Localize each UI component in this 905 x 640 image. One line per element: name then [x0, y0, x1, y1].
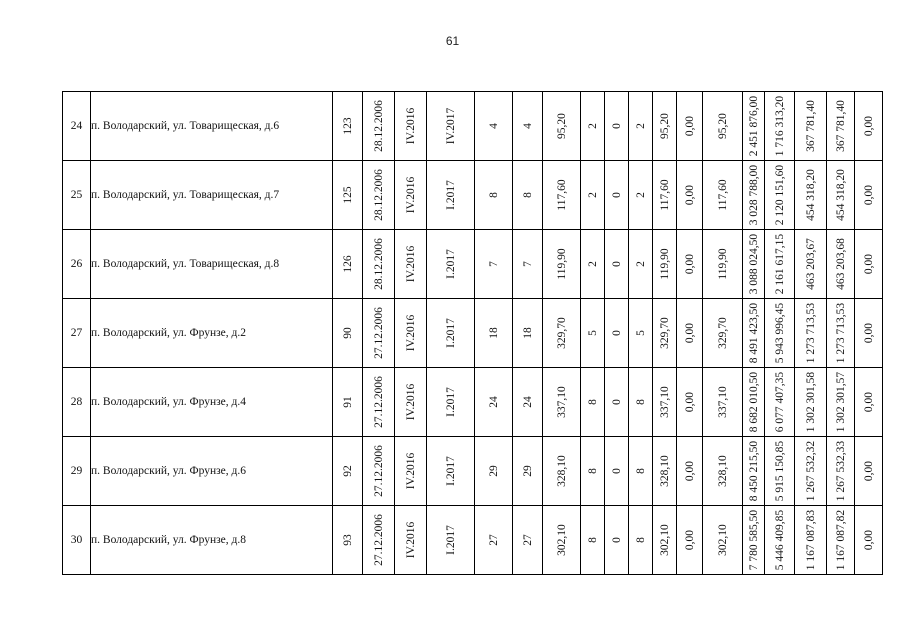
table-cell: 93: [333, 506, 363, 575]
table-cell: 28.12.2006: [363, 230, 395, 299]
table-row: [63, 506, 883, 575]
table-row: [63, 92, 883, 161]
table-cell: 29: [475, 437, 513, 506]
row-number: 28: [63, 368, 91, 437]
table-cell: 8 682 010,50: [743, 368, 765, 437]
table-cell: 95,20: [703, 92, 743, 161]
table-cell: 0,00: [855, 368, 883, 437]
table-cell: 27: [513, 506, 543, 575]
table-cell: 302,10: [543, 506, 581, 575]
table-cell: 302,10: [703, 506, 743, 575]
table-cell: 18: [475, 299, 513, 368]
address-cell: п. Володарский, ул. Фрунзе, д.8: [91, 506, 333, 575]
table-cell: IV.2016: [395, 437, 427, 506]
table-cell: 8: [629, 368, 653, 437]
table-cell: 28.12.2006: [363, 92, 395, 161]
table-cell: 302,10: [653, 506, 677, 575]
table-row: [63, 161, 883, 230]
table-cell: 8: [475, 161, 513, 230]
table-cell: 2: [581, 92, 605, 161]
table-cell: 119,90: [703, 230, 743, 299]
table-cell: 2: [629, 161, 653, 230]
row-number: 24: [63, 92, 91, 161]
table-cell: 1 167 087,82: [827, 506, 855, 575]
table-cell: I.2017: [427, 506, 475, 575]
address-cell: п. Володарский, ул. Фрунзе, д.6: [91, 437, 333, 506]
table-cell: 2: [581, 230, 605, 299]
table-cell: I.2017: [427, 437, 475, 506]
table-cell: 0,00: [677, 368, 703, 437]
table-cell: 2: [629, 92, 653, 161]
table-cell: 27: [475, 506, 513, 575]
address-cell: п. Володарский, ул. Товарищеская, д.7: [91, 161, 333, 230]
table-cell: 0: [605, 230, 629, 299]
table-cell: 8: [629, 437, 653, 506]
row-number: 26: [63, 230, 91, 299]
table-cell: IV.2016: [395, 506, 427, 575]
table-cell: 27.12.2006: [363, 299, 395, 368]
table-cell: 117,60: [543, 161, 581, 230]
table-cell: 8 491 423,50: [743, 299, 765, 368]
table-cell: 7: [475, 230, 513, 299]
table-cell: 337,10: [653, 368, 677, 437]
table-row: [63, 368, 883, 437]
table-cell: 0,00: [677, 161, 703, 230]
table-cell: 329,70: [653, 299, 677, 368]
table-cell: 95,20: [543, 92, 581, 161]
table-cell: 1 273 713,53: [827, 299, 855, 368]
table-cell: I.2017: [427, 161, 475, 230]
table-cell: I.2017: [427, 299, 475, 368]
address-cell: п. Володарский, ул. Товарищеская, д.8: [91, 230, 333, 299]
table-cell: 8 450 215,50: [743, 437, 765, 506]
table-cell: 126: [333, 230, 363, 299]
table-cell: I.2017: [427, 230, 475, 299]
table-cell: 0: [605, 368, 629, 437]
table-row: [63, 299, 883, 368]
table-cell: 2 120 151,60: [765, 161, 795, 230]
table-cell: IV.2016: [395, 299, 427, 368]
table-cell: 5 446 409,85: [765, 506, 795, 575]
table-cell: 119,90: [543, 230, 581, 299]
table-cell: 5: [629, 299, 653, 368]
table-cell: 0,00: [677, 299, 703, 368]
table-cell: 0: [605, 437, 629, 506]
housing-register-table: [62, 91, 883, 575]
table-cell: 6 077 407,35: [765, 368, 795, 437]
table-cell: IV.2016: [395, 92, 427, 161]
table-cell: 117,60: [653, 161, 677, 230]
table-cell: 0,00: [855, 506, 883, 575]
table-cell: 463 203,68: [827, 230, 855, 299]
table-cell: 125: [333, 161, 363, 230]
table-cell: 463 203,67: [795, 230, 827, 299]
table-cell: 29: [513, 437, 543, 506]
table-cell: 92: [333, 437, 363, 506]
table-cell: 329,70: [543, 299, 581, 368]
table-cell: 0,00: [855, 299, 883, 368]
table-cell: 28.12.2006: [363, 161, 395, 230]
table-cell: 5 915 150,85: [765, 437, 795, 506]
table-cell: 0,00: [677, 506, 703, 575]
table-cell: 328,10: [543, 437, 581, 506]
table-cell: 337,10: [543, 368, 581, 437]
table-cell: 0: [605, 506, 629, 575]
table-cell: 337,10: [703, 368, 743, 437]
table-cell: 367 781,40: [827, 92, 855, 161]
table-cell: 0: [605, 92, 629, 161]
table-cell: 123: [333, 92, 363, 161]
table-cell: 1 267 532,33: [827, 437, 855, 506]
table-cell: 329,70: [703, 299, 743, 368]
table-cell: 2 161 617,15: [765, 230, 795, 299]
table-cell: 8: [513, 161, 543, 230]
table-cell: 0,00: [677, 230, 703, 299]
table-cell: 90: [333, 299, 363, 368]
table-cell: 24: [475, 368, 513, 437]
table-cell: 1 716 313,20: [765, 92, 795, 161]
row-number: 27: [63, 299, 91, 368]
table-cell: 119,90: [653, 230, 677, 299]
row-number: 29: [63, 437, 91, 506]
table-cell: 27.12.2006: [363, 506, 395, 575]
table-cell: IV.2016: [395, 230, 427, 299]
table-cell: 8: [581, 506, 605, 575]
address-cell: п. Володарский, ул. Фрунзе, д.2: [91, 299, 333, 368]
table-cell: 117,60: [703, 161, 743, 230]
table-cell: 7: [513, 230, 543, 299]
table-cell: 7 780 585,50: [743, 506, 765, 575]
table-cell: 3 028 788,00: [743, 161, 765, 230]
table-cell: 0,00: [677, 437, 703, 506]
table-cell: 91: [333, 368, 363, 437]
table-cell: 8: [629, 506, 653, 575]
table-cell: 2 451 876,00: [743, 92, 765, 161]
table-cell: 5 943 996,45: [765, 299, 795, 368]
table-row: [63, 437, 883, 506]
table-cell: 1 273 713,53: [795, 299, 827, 368]
table-cell: 1 167 087,83: [795, 506, 827, 575]
table-cell: 0,00: [855, 161, 883, 230]
table-cell: 1 267 532,32: [795, 437, 827, 506]
table-cell: 3 088 024,50: [743, 230, 765, 299]
table-cell: 1 302 301,57: [827, 368, 855, 437]
table-cell: 367 781,40: [795, 92, 827, 161]
table-cell: 27.12.2006: [363, 368, 395, 437]
table-cell: 1 302 301,58: [795, 368, 827, 437]
table-cell: 0,00: [855, 92, 883, 161]
table-cell: 0,00: [677, 92, 703, 161]
row-number: 25: [63, 161, 91, 230]
table-cell: 0: [605, 161, 629, 230]
table-cell: 2: [629, 230, 653, 299]
table-cell: 328,10: [703, 437, 743, 506]
table-cell: I.2017: [427, 368, 475, 437]
table-cell: 2: [581, 161, 605, 230]
table-cell: IV.2016: [395, 161, 427, 230]
table-cell: IV.2017: [427, 92, 475, 161]
table-cell: 18: [513, 299, 543, 368]
table-cell: 454 318,20: [827, 161, 855, 230]
table-cell: 0,00: [855, 230, 883, 299]
table-cell: 95,20: [653, 92, 677, 161]
table-cell: 328,10: [653, 437, 677, 506]
table-cell: 24: [513, 368, 543, 437]
table-cell: 4: [475, 92, 513, 161]
table-cell: 0,00: [855, 437, 883, 506]
table-cell: 0: [605, 299, 629, 368]
table-cell: 5: [581, 299, 605, 368]
table-row: [63, 230, 883, 299]
table-cell: IV.2016: [395, 368, 427, 437]
table-cell: 4: [513, 92, 543, 161]
table-cell: 8: [581, 437, 605, 506]
address-cell: п. Володарский, ул. Фрунзе, д.4: [91, 368, 333, 437]
table-cell: 454 318,20: [795, 161, 827, 230]
address-cell: п. Володарский, ул. Товарищеская, д.6: [91, 92, 333, 161]
page-number: 61: [445, 34, 460, 48]
row-number: 30: [63, 506, 91, 575]
table-cell: 8: [581, 368, 605, 437]
table-cell: 27.12.2006: [363, 437, 395, 506]
